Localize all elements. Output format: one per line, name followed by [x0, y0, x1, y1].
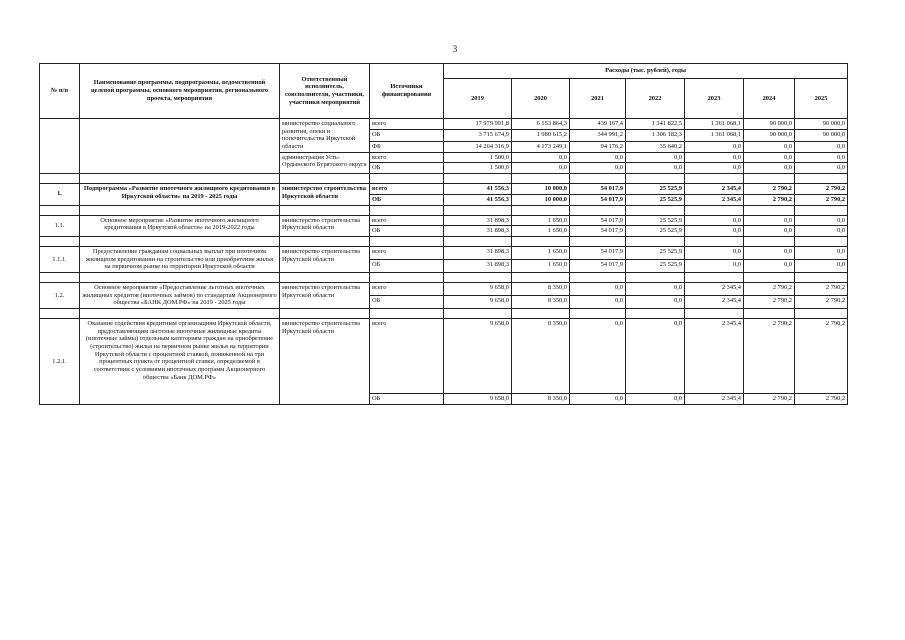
- expense-value: 2 790,2: [744, 194, 795, 205]
- table-header: [40, 64, 848, 119]
- expense-value: 31 898,3: [444, 246, 512, 259]
- spacer-cell: [370, 309, 444, 319]
- expense-value: 2 345,4: [685, 394, 744, 405]
- expense-value: 2 790,2: [744, 295, 795, 308]
- expense-value: 2 790,2: [795, 194, 848, 205]
- expense-value: 0,0: [795, 226, 848, 237]
- spacer-cell: [280, 309, 370, 319]
- table-row: [40, 246, 848, 259]
- spacer-cell: [80, 174, 280, 184]
- table-body: [40, 119, 848, 405]
- expense-value: 0,0: [744, 141, 795, 152]
- expense-value: 1 500,0: [444, 163, 512, 174]
- spacer-cell: [685, 205, 744, 215]
- expense-value: 41 556,3: [444, 184, 512, 195]
- executor-name: министерство строительства Иркутской области: [280, 282, 370, 308]
- item-name: Подпрограмма «Развитие ипотечного жилищного кредитования в Иркутской области» на 2019 - 2025 годы: [80, 184, 280, 205]
- header-name: Наименование программы, подпрограммы, ведомственной целевой программы, основного мероприятия, регионального проекта, мероприятия: [80, 64, 280, 119]
- spacer-cell: [370, 272, 444, 282]
- funding-source: всего: [370, 282, 444, 295]
- spacer-cell: [744, 309, 795, 319]
- expense-value: 25 525,9: [626, 215, 685, 226]
- expense-value: 0,0: [685, 141, 744, 152]
- expense-value: 9 658,0: [444, 282, 512, 295]
- expense-value: 1 500,0: [444, 152, 512, 163]
- expense-value: 0,0: [795, 259, 848, 272]
- header-no: № п/п: [40, 64, 80, 119]
- expense-value: 0,0: [685, 152, 744, 163]
- expense-value: 8 350,0: [512, 319, 570, 394]
- executor-name: министерство строительства Иркутской области: [280, 215, 370, 236]
- executor-name: администрация Усть-Ордынского Бурятского округа: [280, 152, 370, 173]
- funding-source: всего: [370, 319, 444, 394]
- spacer-cell: [626, 236, 685, 246]
- expense-value: 25 525,9: [626, 259, 685, 272]
- spacer-cell: [744, 205, 795, 215]
- expense-value: 9 658,0: [444, 295, 512, 308]
- header-year: 2022: [626, 79, 685, 119]
- spacer-cell: [444, 236, 512, 246]
- expense-value: 8 350,0: [512, 295, 570, 308]
- item-name: Основное мероприятие «Предоставление льготных ипотечных жилищных кредитов (ипотечных займов) по стандартам Акционерного общества «БАНК ДОМ.РФ» на 2019 - 2025 годы: [80, 282, 280, 308]
- expense-value: 0,0: [744, 259, 795, 272]
- spacer-cell: [40, 205, 80, 215]
- expense-value: 2 790,2: [744, 184, 795, 195]
- spacer-cell: [370, 205, 444, 215]
- table-row: [40, 215, 848, 226]
- funding-source: ОБ: [370, 295, 444, 308]
- expense-value: 2 345,4: [685, 194, 744, 205]
- expense-value: 344 991,2: [570, 130, 626, 141]
- expense-value: 54 017,9: [570, 226, 626, 237]
- spacer-cell: [626, 205, 685, 215]
- header-sources: Источники финансирования: [370, 64, 444, 119]
- funding-source: ФБ: [370, 141, 444, 152]
- row-number: 1.2.1.: [40, 319, 80, 405]
- expense-value: 1 650,0: [512, 215, 570, 226]
- spacer-row: [40, 309, 848, 319]
- spacer-cell: [685, 309, 744, 319]
- expense-value: 1 650,0: [512, 246, 570, 259]
- expense-value: 90 000,0: [744, 119, 795, 130]
- funding-source: всего: [370, 184, 444, 195]
- spacer-cell: [626, 272, 685, 282]
- expense-value: 2 345,4: [685, 184, 744, 195]
- expense-value: 2 790,2: [795, 319, 848, 394]
- expense-value: 0,0: [626, 282, 685, 295]
- funding-source: ОБ: [370, 259, 444, 272]
- spacer-cell: [444, 205, 512, 215]
- expense-value: 2 790,2: [795, 282, 848, 295]
- expense-value: 1 650,0: [512, 226, 570, 237]
- expense-value: 0,0: [626, 394, 685, 405]
- table-row: [40, 184, 848, 195]
- spacer-cell: [626, 174, 685, 184]
- expense-value: 0,0: [570, 319, 626, 394]
- spacer-cell: [444, 174, 512, 184]
- funding-source: ОБ: [370, 226, 444, 237]
- header-executor: Ответственный исполнитель, соисполнители, участники, участники мероприятий: [280, 64, 370, 119]
- table-row: [40, 119, 848, 130]
- spacer-cell: [444, 272, 512, 282]
- expense-value: 0,0: [570, 394, 626, 405]
- expense-value: 1 306 182,3: [626, 130, 685, 141]
- spacer-row: [40, 174, 848, 184]
- item-name: Предоставление гражданам социальных выплат при ипотечном жилищном кредитовании на строительство или приобретение жилья на первичном рынке на территории Иркутской области: [80, 246, 280, 272]
- spacer-cell: [512, 272, 570, 282]
- spacer-cell: [512, 205, 570, 215]
- row-number: 1.1.1.: [40, 246, 80, 272]
- spacer-cell: [280, 174, 370, 184]
- expense-value: 2 345,4: [685, 319, 744, 394]
- expense-value: 2 790,2: [795, 295, 848, 308]
- expense-value: 439 167,4: [570, 119, 626, 130]
- spacer-cell: [744, 272, 795, 282]
- spacer-row: [40, 205, 848, 215]
- spacer-cell: [280, 236, 370, 246]
- expense-value: 0,0: [626, 295, 685, 308]
- expense-value: 0,0: [744, 152, 795, 163]
- funding-source: ОБ: [370, 394, 444, 405]
- header-year: 2020: [512, 79, 570, 119]
- header-year: 2024: [744, 79, 795, 119]
- funding-source: всего: [370, 152, 444, 163]
- expense-value: 0,0: [626, 163, 685, 174]
- spacer-cell: [744, 236, 795, 246]
- executor-name: министерство социального развития, опеки и попечительства Иркутской области: [280, 119, 370, 153]
- expense-value: 0,0: [626, 152, 685, 163]
- expense-value: 9 658,0: [444, 319, 512, 394]
- spacer-row: [40, 272, 848, 282]
- expense-value: 2 790,2: [744, 394, 795, 405]
- funding-source: всего: [370, 246, 444, 259]
- spacer-cell: [685, 272, 744, 282]
- table-row: [40, 282, 848, 295]
- header-year: 2023: [685, 79, 744, 119]
- expense-value: 2 345,4: [685, 282, 744, 295]
- expense-value: 54 017,9: [570, 246, 626, 259]
- expense-value: 2 790,2: [795, 394, 848, 405]
- expense-value: 0,0: [744, 215, 795, 226]
- expense-value: 0,0: [795, 246, 848, 259]
- header-year: 2019: [444, 79, 512, 119]
- expense-value: 8 350,0: [512, 394, 570, 405]
- expense-value: 0,0: [685, 259, 744, 272]
- expense-value: 41 556,3: [444, 194, 512, 205]
- table-row: [40, 319, 848, 394]
- spacer-cell: [685, 236, 744, 246]
- expense-value: 0,0: [570, 282, 626, 295]
- spacer-cell: [570, 236, 626, 246]
- expense-value: 0,0: [626, 319, 685, 394]
- expense-value: 25 525,9: [626, 184, 685, 195]
- expense-value: 94 176,2: [570, 141, 626, 152]
- expense-value: 0,0: [795, 141, 848, 152]
- spacer-cell: [370, 174, 444, 184]
- row-number: 1.1.: [40, 215, 80, 236]
- spacer-cell: [512, 236, 570, 246]
- expense-value: 0,0: [795, 215, 848, 226]
- expense-value: 9 658,0: [444, 394, 512, 405]
- item-name: Основное мероприятие «Развитие ипотечного жилищного кредитования в Иркутской области» на 2019-2022 годы: [80, 215, 280, 236]
- spacer-cell: [444, 309, 512, 319]
- item-name: [80, 119, 280, 174]
- expense-value: 31 898,3: [444, 259, 512, 272]
- expense-value: 4 173 249,1: [512, 141, 570, 152]
- spacer-cell: [570, 309, 626, 319]
- expense-value: 0,0: [744, 163, 795, 174]
- funding-source: всего: [370, 119, 444, 130]
- expense-value: 31 898,3: [444, 226, 512, 237]
- funding-source: ОБ: [370, 130, 444, 141]
- expense-value: 0,0: [570, 163, 626, 174]
- header-expenses: Расходы (тыс. рублей), годы: [444, 64, 848, 79]
- expense-value: 0,0: [570, 295, 626, 308]
- expense-value: 0,0: [685, 226, 744, 237]
- funding-source: ОБ: [370, 194, 444, 205]
- spacer-cell: [40, 236, 80, 246]
- spacer-cell: [685, 174, 744, 184]
- expense-value: 54 017,9: [570, 259, 626, 272]
- spacer-row: [40, 236, 848, 246]
- expense-value: 0,0: [795, 163, 848, 174]
- expense-value: 2 345,4: [685, 295, 744, 308]
- spacer-cell: [40, 272, 80, 282]
- expense-value: 54 017,9: [570, 215, 626, 226]
- spacer-cell: [744, 174, 795, 184]
- header-year: 2025: [795, 79, 848, 119]
- expense-value: 90 000,0: [744, 130, 795, 141]
- expense-value: 0,0: [685, 163, 744, 174]
- expense-value: 0,0: [512, 152, 570, 163]
- spacer-cell: [280, 205, 370, 215]
- budget-table: [39, 63, 848, 405]
- expense-value: 0,0: [685, 215, 744, 226]
- expense-value: 8 350,0: [512, 282, 570, 295]
- spacer-cell: [80, 236, 280, 246]
- expense-value: 10 000,0: [512, 194, 570, 205]
- expense-value: 2 790,2: [744, 282, 795, 295]
- expense-value: 54 017,9: [570, 184, 626, 195]
- item-name: Оказание содействия кредитным организациям Иркутской области, предоставляющим льготные ипотечные жилищные кредиты (ипотечные займы) отдельным категориям граждан на приобретение (строительство) жилья на первичном рынке жилья на территории Иркутской области с процентной ставкой, пониженной на три процентных пункта от процентной ставки, определяемой в соответствии с условиями ипотечных программ Акционерного общества «Банк ДОМ.РФ»: [80, 319, 280, 405]
- expense-value: 54 017,9: [570, 194, 626, 205]
- expense-value: 0,0: [744, 246, 795, 259]
- spacer-cell: [370, 236, 444, 246]
- funding-source: всего: [370, 215, 444, 226]
- expense-value: 35 640,2: [626, 141, 685, 152]
- expense-value: 1 361 068,1: [685, 119, 744, 130]
- spacer-cell: [570, 174, 626, 184]
- expense-value: 2 790,2: [795, 184, 848, 195]
- funding-source: ОБ: [370, 163, 444, 174]
- spacer-cell: [40, 174, 80, 184]
- expense-value: 25 525,9: [626, 246, 685, 259]
- expense-value: 31 898,3: [444, 215, 512, 226]
- spacer-cell: [280, 272, 370, 282]
- spacer-cell: [795, 236, 848, 246]
- executor-name: министерство строительства Иркутской области: [280, 184, 370, 205]
- spacer-cell: [80, 309, 280, 319]
- spacer-cell: [40, 309, 80, 319]
- expense-value: 1 650,0: [512, 259, 570, 272]
- expense-value: 1 980 615,2: [512, 130, 570, 141]
- expense-value: 3 715 674,9: [444, 130, 512, 141]
- expense-value: 0,0: [744, 226, 795, 237]
- expense-value: 1 361 068,1: [685, 130, 744, 141]
- expense-value: 2 790,2: [744, 319, 795, 394]
- row-number: 1.: [40, 184, 80, 205]
- spacer-cell: [795, 174, 848, 184]
- spacer-cell: [80, 205, 280, 215]
- page-number: 3: [452, 44, 458, 54]
- expense-value: 14 264 316,9: [444, 141, 512, 152]
- expense-value: 10 000,0: [512, 184, 570, 195]
- expense-value: 0,0: [570, 152, 626, 163]
- header-year: 2021: [570, 79, 626, 119]
- expense-value: 17 979 991,8: [444, 119, 512, 130]
- expense-value: 6 153 864,3: [512, 119, 570, 130]
- spacer-cell: [512, 174, 570, 184]
- expense-value: 25 525,9: [626, 194, 685, 205]
- expense-value: 0,0: [685, 246, 744, 259]
- spacer-cell: [626, 309, 685, 319]
- expense-value: 0,0: [795, 152, 848, 163]
- expense-value: 1 341 822,5: [626, 119, 685, 130]
- spacer-cell: [795, 309, 848, 319]
- spacer-cell: [795, 272, 848, 282]
- spacer-cell: [512, 309, 570, 319]
- executor-name: министерство строительства Иркутской области: [280, 246, 370, 272]
- expense-value: 0,0: [512, 163, 570, 174]
- row-number: 1.2.: [40, 282, 80, 308]
- spacer-cell: [80, 272, 280, 282]
- expense-value: 90 000,0: [795, 130, 848, 141]
- spacer-cell: [570, 205, 626, 215]
- expense-value: 90 000,0: [795, 119, 848, 130]
- spacer-cell: [795, 205, 848, 215]
- row-number: [40, 119, 80, 174]
- expense-value: 25 525,9: [626, 226, 685, 237]
- executor-name: министерство строительства Иркутской области: [280, 319, 370, 405]
- spacer-cell: [570, 272, 626, 282]
